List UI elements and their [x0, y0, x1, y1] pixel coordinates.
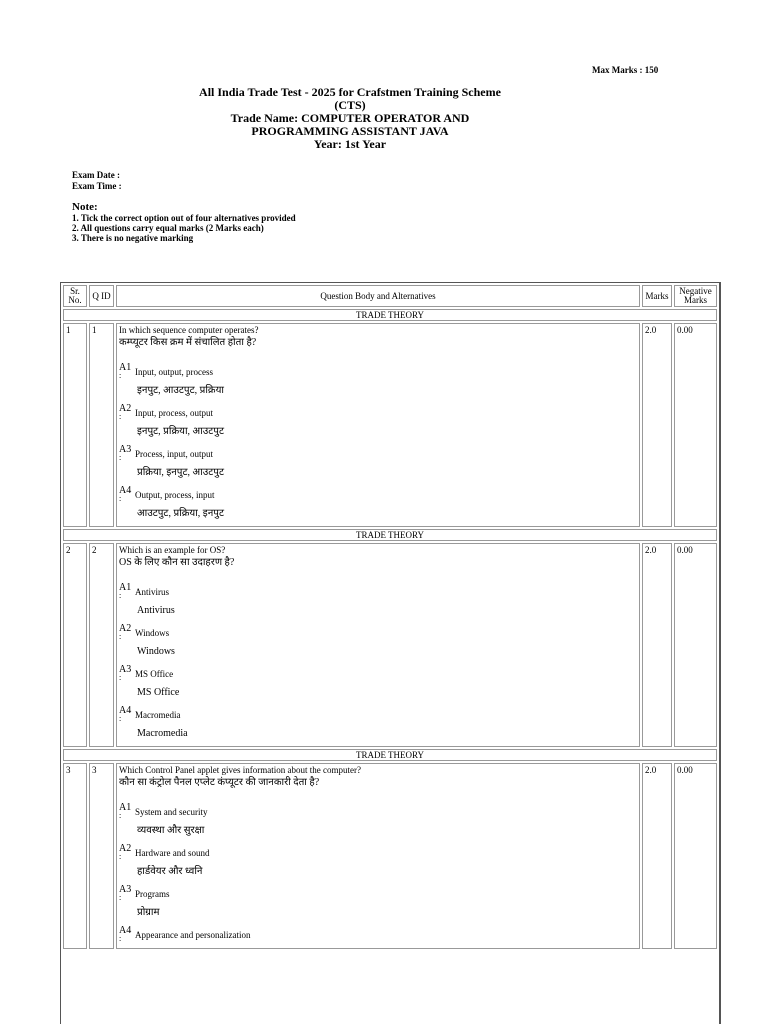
- option-row: [119, 484, 637, 502]
- option-label-colon: :: [119, 934, 122, 943]
- marks-cell: 2.0: [642, 763, 672, 949]
- option-row: [119, 704, 637, 722]
- negative-marks-cell: 0.00: [674, 763, 717, 949]
- sr-no-cell: 1: [63, 323, 87, 527]
- option-label-colon: :: [119, 714, 122, 723]
- title-line: Year: 1st Year: [313, 137, 387, 151]
- section-row: [63, 749, 717, 761]
- option-text-en: Antivirus: [135, 587, 170, 597]
- option-label-colon: :: [119, 632, 122, 641]
- option-label-colon: :: [119, 673, 122, 682]
- question-row: [63, 323, 717, 527]
- option-text-hi: MS Office: [137, 687, 180, 698]
- qid-cell: 3: [89, 763, 114, 949]
- option-label-text: A4: [119, 485, 132, 496]
- option-label: [119, 801, 135, 819]
- exam-time: Exam Time :: [72, 181, 122, 191]
- question-text-en: In which sequence computer operates?: [119, 325, 259, 335]
- option-text-hi: व्यवस्था और सुरक्षा: [137, 825, 205, 836]
- section-title: TRADE THEORY: [63, 309, 717, 321]
- option-text-hi: Antivirus: [137, 605, 175, 616]
- header-question-body: Question Body and Alternatives: [116, 285, 640, 307]
- option-text-hi: आउटपुट, प्रक्रिया, इनपुट: [137, 508, 224, 519]
- option-label-colon: :: [119, 412, 122, 421]
- note-block: [72, 201, 296, 243]
- option-text-hi: Windows: [137, 646, 175, 657]
- option-label-colon: :: [119, 852, 122, 861]
- option-label-text: A3: [119, 884, 132, 895]
- header-negative-marks: Negative Marks: [674, 285, 717, 307]
- option-label-text: A1: [119, 362, 132, 373]
- title-line: PROGRAMMING ASSISTANT JAVA: [251, 124, 449, 138]
- option-row: [119, 622, 637, 640]
- note-item: 1. Tick the correct option out of four alternatives provided: [72, 213, 296, 223]
- option-text-en: Hardware and sound: [135, 848, 210, 858]
- section-title: TRADE THEORY: [63, 749, 717, 761]
- option-text-hi: इनपुट, प्रक्रिया, आउटपुट: [137, 426, 224, 437]
- option-label-text: A1: [119, 582, 132, 593]
- option-row: [119, 443, 637, 461]
- option-text-en: Input, process, output: [135, 408, 213, 418]
- option-text-hi: इनपुट, आउटपुट, प्रक्रिया: [137, 385, 224, 396]
- question-body-cell: [116, 763, 640, 949]
- option-text-en: System and security: [135, 807, 208, 817]
- option-text-en: Windows: [135, 628, 170, 638]
- option-row: [119, 924, 637, 942]
- question-text-hi: कौन सा कंट्रोल पैनल एप्लेट कंप्यूटर की जानकारी देता है?: [119, 777, 320, 788]
- exam-info: [72, 170, 122, 192]
- option-label-text: A4: [119, 925, 132, 936]
- option-row: [119, 581, 637, 599]
- option-row: [119, 801, 637, 819]
- option-label: [119, 484, 135, 502]
- option-row: [119, 883, 637, 901]
- option-label-text: A3: [119, 444, 132, 455]
- header-qid: Q ID: [89, 285, 114, 307]
- question-text-hi: OS के लिए कौन सा उदाहरण है?: [119, 557, 235, 568]
- section-row: [63, 309, 717, 321]
- option-text-hi: प्रक्रिया, इनपुट, आउटपुट: [137, 467, 224, 478]
- option-label: [119, 842, 135, 860]
- option-label: [119, 622, 135, 640]
- option-text-en: Process, input, output: [135, 449, 213, 459]
- sr-no-cell: 3: [63, 763, 87, 949]
- option-label: [119, 581, 135, 599]
- option-label-text: A3: [119, 664, 132, 675]
- option-label: [119, 663, 135, 681]
- option-label: [119, 443, 135, 461]
- exam-date: Exam Date :: [72, 170, 120, 180]
- option-row: [119, 361, 637, 379]
- option-label-colon: :: [119, 494, 122, 503]
- option-label: [119, 402, 135, 420]
- option-text-en: Output, process, input: [135, 490, 215, 500]
- option-label: [119, 361, 135, 379]
- negative-marks-cell: 0.00: [674, 323, 717, 527]
- max-marks: Max Marks : 150: [592, 65, 659, 75]
- question-body-cell: [116, 323, 640, 527]
- question-text-en: Which Control Panel applet gives information about the computer?: [119, 765, 361, 775]
- option-label-colon: :: [119, 811, 122, 820]
- question-text-en: Which is an example for OS?: [119, 545, 226, 555]
- option-label-colon: :: [119, 893, 122, 902]
- option-text-en: Programs: [135, 889, 170, 899]
- section-title: TRADE THEORY: [63, 529, 717, 541]
- option-row: [119, 663, 637, 681]
- option-row: [119, 402, 637, 420]
- option-label-text: A2: [119, 403, 132, 414]
- option-label: [119, 883, 135, 901]
- option-label-text: A4: [119, 705, 132, 716]
- exam-title: [150, 86, 550, 151]
- sr-no-cell: 2: [63, 543, 87, 747]
- question-row: [63, 543, 717, 747]
- option-label-colon: :: [119, 591, 122, 600]
- question-body-cell: [116, 543, 640, 747]
- option-label-text: A2: [119, 623, 132, 634]
- option-text-en: Macromedia: [135, 710, 181, 720]
- option-text-hi: Macromedia: [137, 728, 188, 739]
- section-row: [63, 529, 717, 541]
- question-row: [63, 763, 717, 949]
- option-row: [119, 842, 637, 860]
- title-line: Trade Name: COMPUTER OPERATOR AND: [230, 111, 470, 125]
- title-line: (CTS): [334, 98, 366, 112]
- negative-marks-cell: 0.00: [674, 543, 717, 747]
- question-text-hi: कम्प्यूटर किस क्रम में संचालित होता है?: [119, 337, 257, 348]
- option-text-hi: प्रोग्राम: [137, 907, 160, 918]
- option-text-hi: हार्डवेयर और ध्वनि: [137, 866, 203, 877]
- option-text-en: Appearance and personalization: [135, 930, 251, 940]
- qid-cell: 1: [89, 323, 114, 527]
- note-heading: Note:: [72, 201, 98, 213]
- option-label: [119, 924, 135, 942]
- option-label-text: A1: [119, 802, 132, 813]
- marks-cell: 2.0: [642, 543, 672, 747]
- qid-cell: 2: [89, 543, 114, 747]
- option-label-text: A2: [119, 843, 132, 854]
- option-label: [119, 704, 135, 722]
- question-table-wrapper: [60, 282, 721, 1024]
- option-text-en: MS Office: [135, 669, 174, 679]
- question-table: [61, 283, 719, 951]
- option-text-en: Input, output, process: [135, 367, 213, 377]
- header-marks: Marks: [642, 285, 672, 307]
- title-line: All India Trade Test - 2025 for Crafstmen Training Scheme: [199, 85, 501, 99]
- note-item: 3. There is no negative marking: [72, 233, 194, 243]
- marks-cell: 2.0: [642, 323, 672, 527]
- option-label-colon: :: [119, 371, 122, 380]
- header-sr-no: Sr. No.: [63, 285, 87, 307]
- note-item: 2. All questions carry equal marks (2 Marks each): [72, 223, 264, 233]
- table-header-row: [63, 285, 717, 307]
- option-label-colon: :: [119, 453, 122, 462]
